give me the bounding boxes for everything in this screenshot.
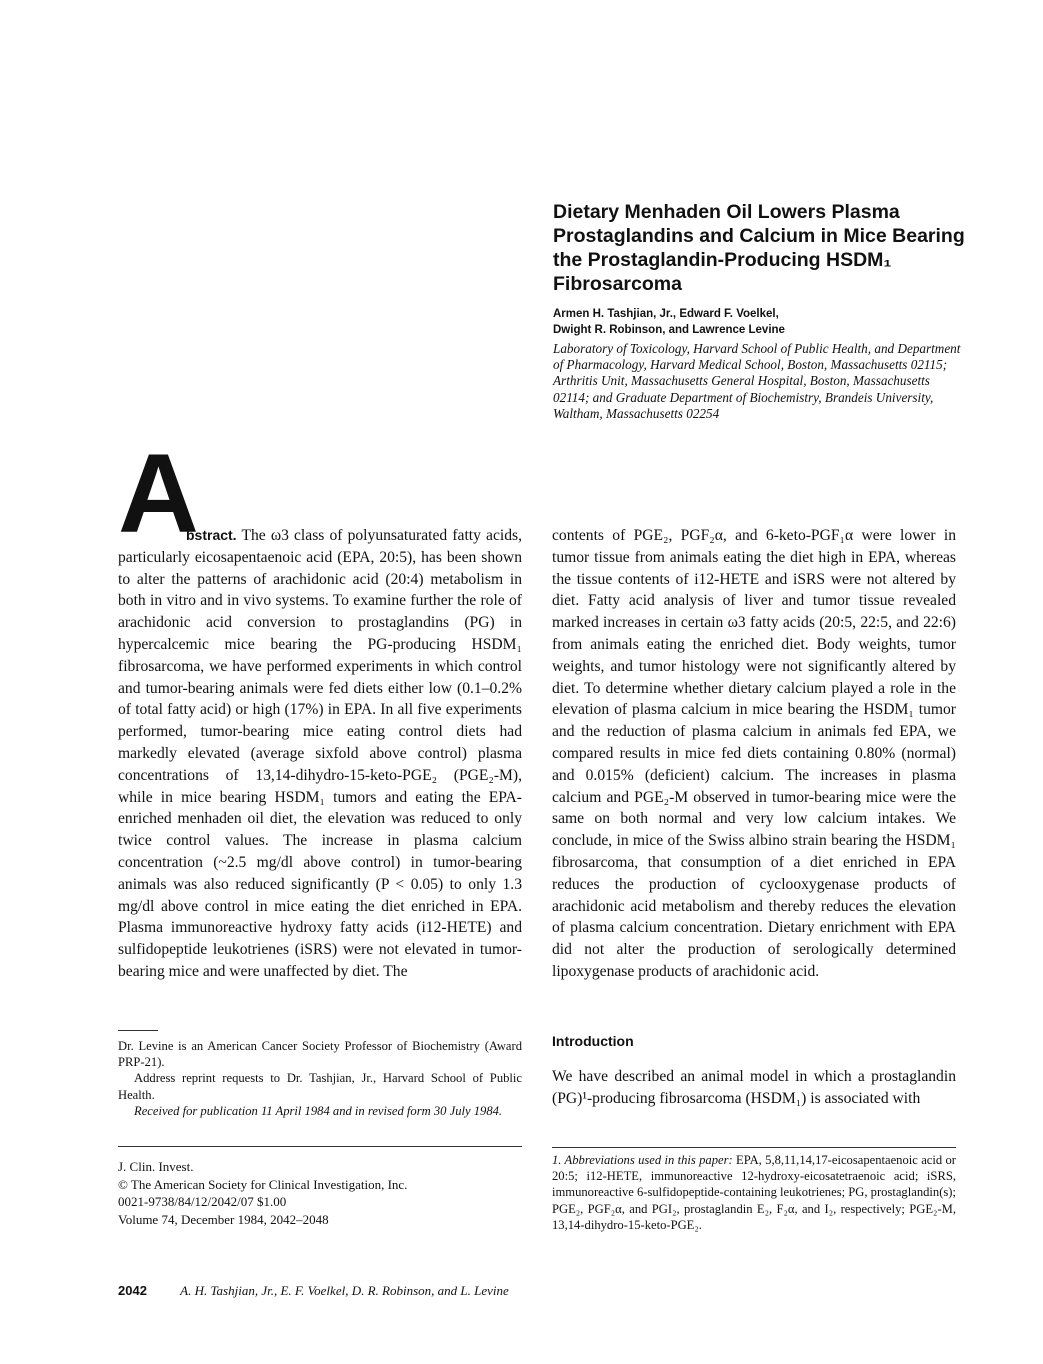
issn-line: 0021-9738/84/12/2042/07 $1.00 [118,1194,287,1209]
affiliations: Laboratory of Toxicology, Harvard School of Public Health, and Department of Pharmacology, Harvard Medical School, Boston, Massachusetts 02115; Arthritis Unit, Massachusetts General Hospital, Boston, Massachusetts 02114; and Graduate Department of Biochemistry, Brandeis University, Waltham, Massachusetts 02254 [553,341,961,421]
author-line: Armen H. Tashjian, Jr., Edward F. Voelkel, [553,308,779,320]
footnote-text: EPA, 5,8,11,14,17-eicosapentaenoic acid or 20:5; i12-HETE, immunoreactive 12-hydroxy-eicosatetraenoic acid; iSRS, immunoreactive 6-sulfidopeptide-containing leukotrienes; PG, prostaglandin(s); PGE₂, PGF₂α, and PGI₂, prostaglandin E₂, F₂α, and I₂, respectively; PGE₂-M, 13,14-dihydro-15-keto-PGE₂. [552,1153,956,1232]
abstract-text-left: The ω3 class of polyunsaturated fatty acids, particularly eicosapentaenoic acid (EPA, 20:5), has been shown to alter the patterns of arachidonic acid (20:4) metabolism in both in vitro and in vivo systems. To examine further the role of arachidonic acid conversion to prostaglandins (PG) in hypercalcemic mice bearing the PG-producing HSDM₁ fibrosarcoma, we have performed experiments in which control and tumor-bearing animals were fed diets either low (0.1–0.2% of total fatty acid) or high (17%) in EPA. In all five experiments performed, tumor-bearing mice eating control diets had markedly elevated (average sixfold above control) plasma concentrations of 13,14-dihydro-15-keto-PGE₂ (PGE₂-M), while in mice bearing HSDM₁ tumors and eating the EPA-enriched menhaden oil diet, the elevation was reduced to only twice control values. The increase in plasma calcium concentration (~2.5 mg/dl above control) in tumor-bearing animals was also reduced significantly (P < 0.05) to only 1.3 mg/dl above control in mice eating the diet enriched in EPA. Plasma immunoreactive hydroxy fatty acids (i12-HETE) and sulfidopeptide leukotrienes (iSRS) were not elevated in tumor-bearing mice and were unaffected by diet. The [118,527,522,980]
footnote-rule [118,1146,522,1147]
copyright-line: © The American Society for Clinical Investigation, Inc. [118,1176,408,1192]
footnote-received: Received for publication 11 April 1984 and in revised form 30 July 1984. [134,1103,503,1118]
running-head: A. H. Tashjian, Jr., E. F. Voelkel, D. R. Robinson, and L. Levine [180,1283,509,1298]
abbreviations-footnote [552,1152,956,1233]
volume-line: Volume 74, December 1984, 2042–2048 [118,1211,329,1227]
abstract-first-line-wrap [118,525,522,983]
author-list [553,306,973,338]
author-line: Dwight R. Robinson, and Lawrence Levine [553,324,785,336]
introduction-heading: Introduction [552,1033,634,1049]
footnote-separator [118,1030,158,1031]
introduction-text: We have described an animal model in which a prostaglandin (PG)¹-producing fibrosarcoma (HSDM₁) is associated with [552,1068,956,1107]
abstract-right-column: contents of PGE₂, PGF₂α, and 6-keto-PGF₁α were lower in tumor tissue from animals eating the diet high in EPA, whereas the tissue contents of i12-HETE and iSRS were not altered by diet. Fatty acid analysis of liver and tumor tissue revealed marked increases in certain ω3 fatty acids (20:5, 22:5, and 22:6) from animals eating the enriched diet. Body weights, tumor weights, and tumor histology were not significantly altered by diet. To determine whether dietary calcium played a role in the elevation of plasma calcium in mice bearing the HSDM₁ tumor and the reduction of plasma calcium in animals fed EPA, we compared results in mice fed diets containing 0.80% (normal) and 0.015% (deficient) calcium. The increases in plasma calcium and PGE₂-M observed in tumor-bearing mice were the same on both normal and very low calcium intakes. We conclude, in mice of the Swiss albino strain bearing the HSDM₁ fibrosarcoma, that consumption of a diet enriched in EPA reduces the production of cyclooxygenase products of arachidonic acid metabolism and thereby reduces the elevation of plasma calcium concentration. Dietary enrichment with EPA did not alter the production of serologically determined lipoxygenase products of arachidonic acid. [552,527,956,980]
page-number: 2042 [118,1283,147,1298]
footnote-rule [552,1147,956,1148]
journal-info [118,1158,538,1228]
footnote-text: Dr. Levine is an American Cancer Society Professor of Biochemistry (Award PRP-21). [118,1039,522,1070]
abstract-left-column [118,525,522,983]
footnote-text: Address reprint requests to Dr. Tashjian, Jr., Harvard School of Public Health. [118,1071,522,1102]
article-title: Dietary Menhaden Oil Lowers Plasma Prostaglandins and Calcium in Mice Bearing the Prostaglandin-Producing HSDM₁ Fibrosarcoma [553,201,965,295]
abstract-heading: bstract. [186,527,237,543]
journal-name: J. Clin. Invest. [118,1159,194,1174]
author-footnotes [118,1038,522,1119]
page-footer [118,1283,509,1299]
footnote-lead: 1. Abbreviations used in this paper: [552,1153,733,1167]
abstract-drop-cap: A [118,431,199,556]
